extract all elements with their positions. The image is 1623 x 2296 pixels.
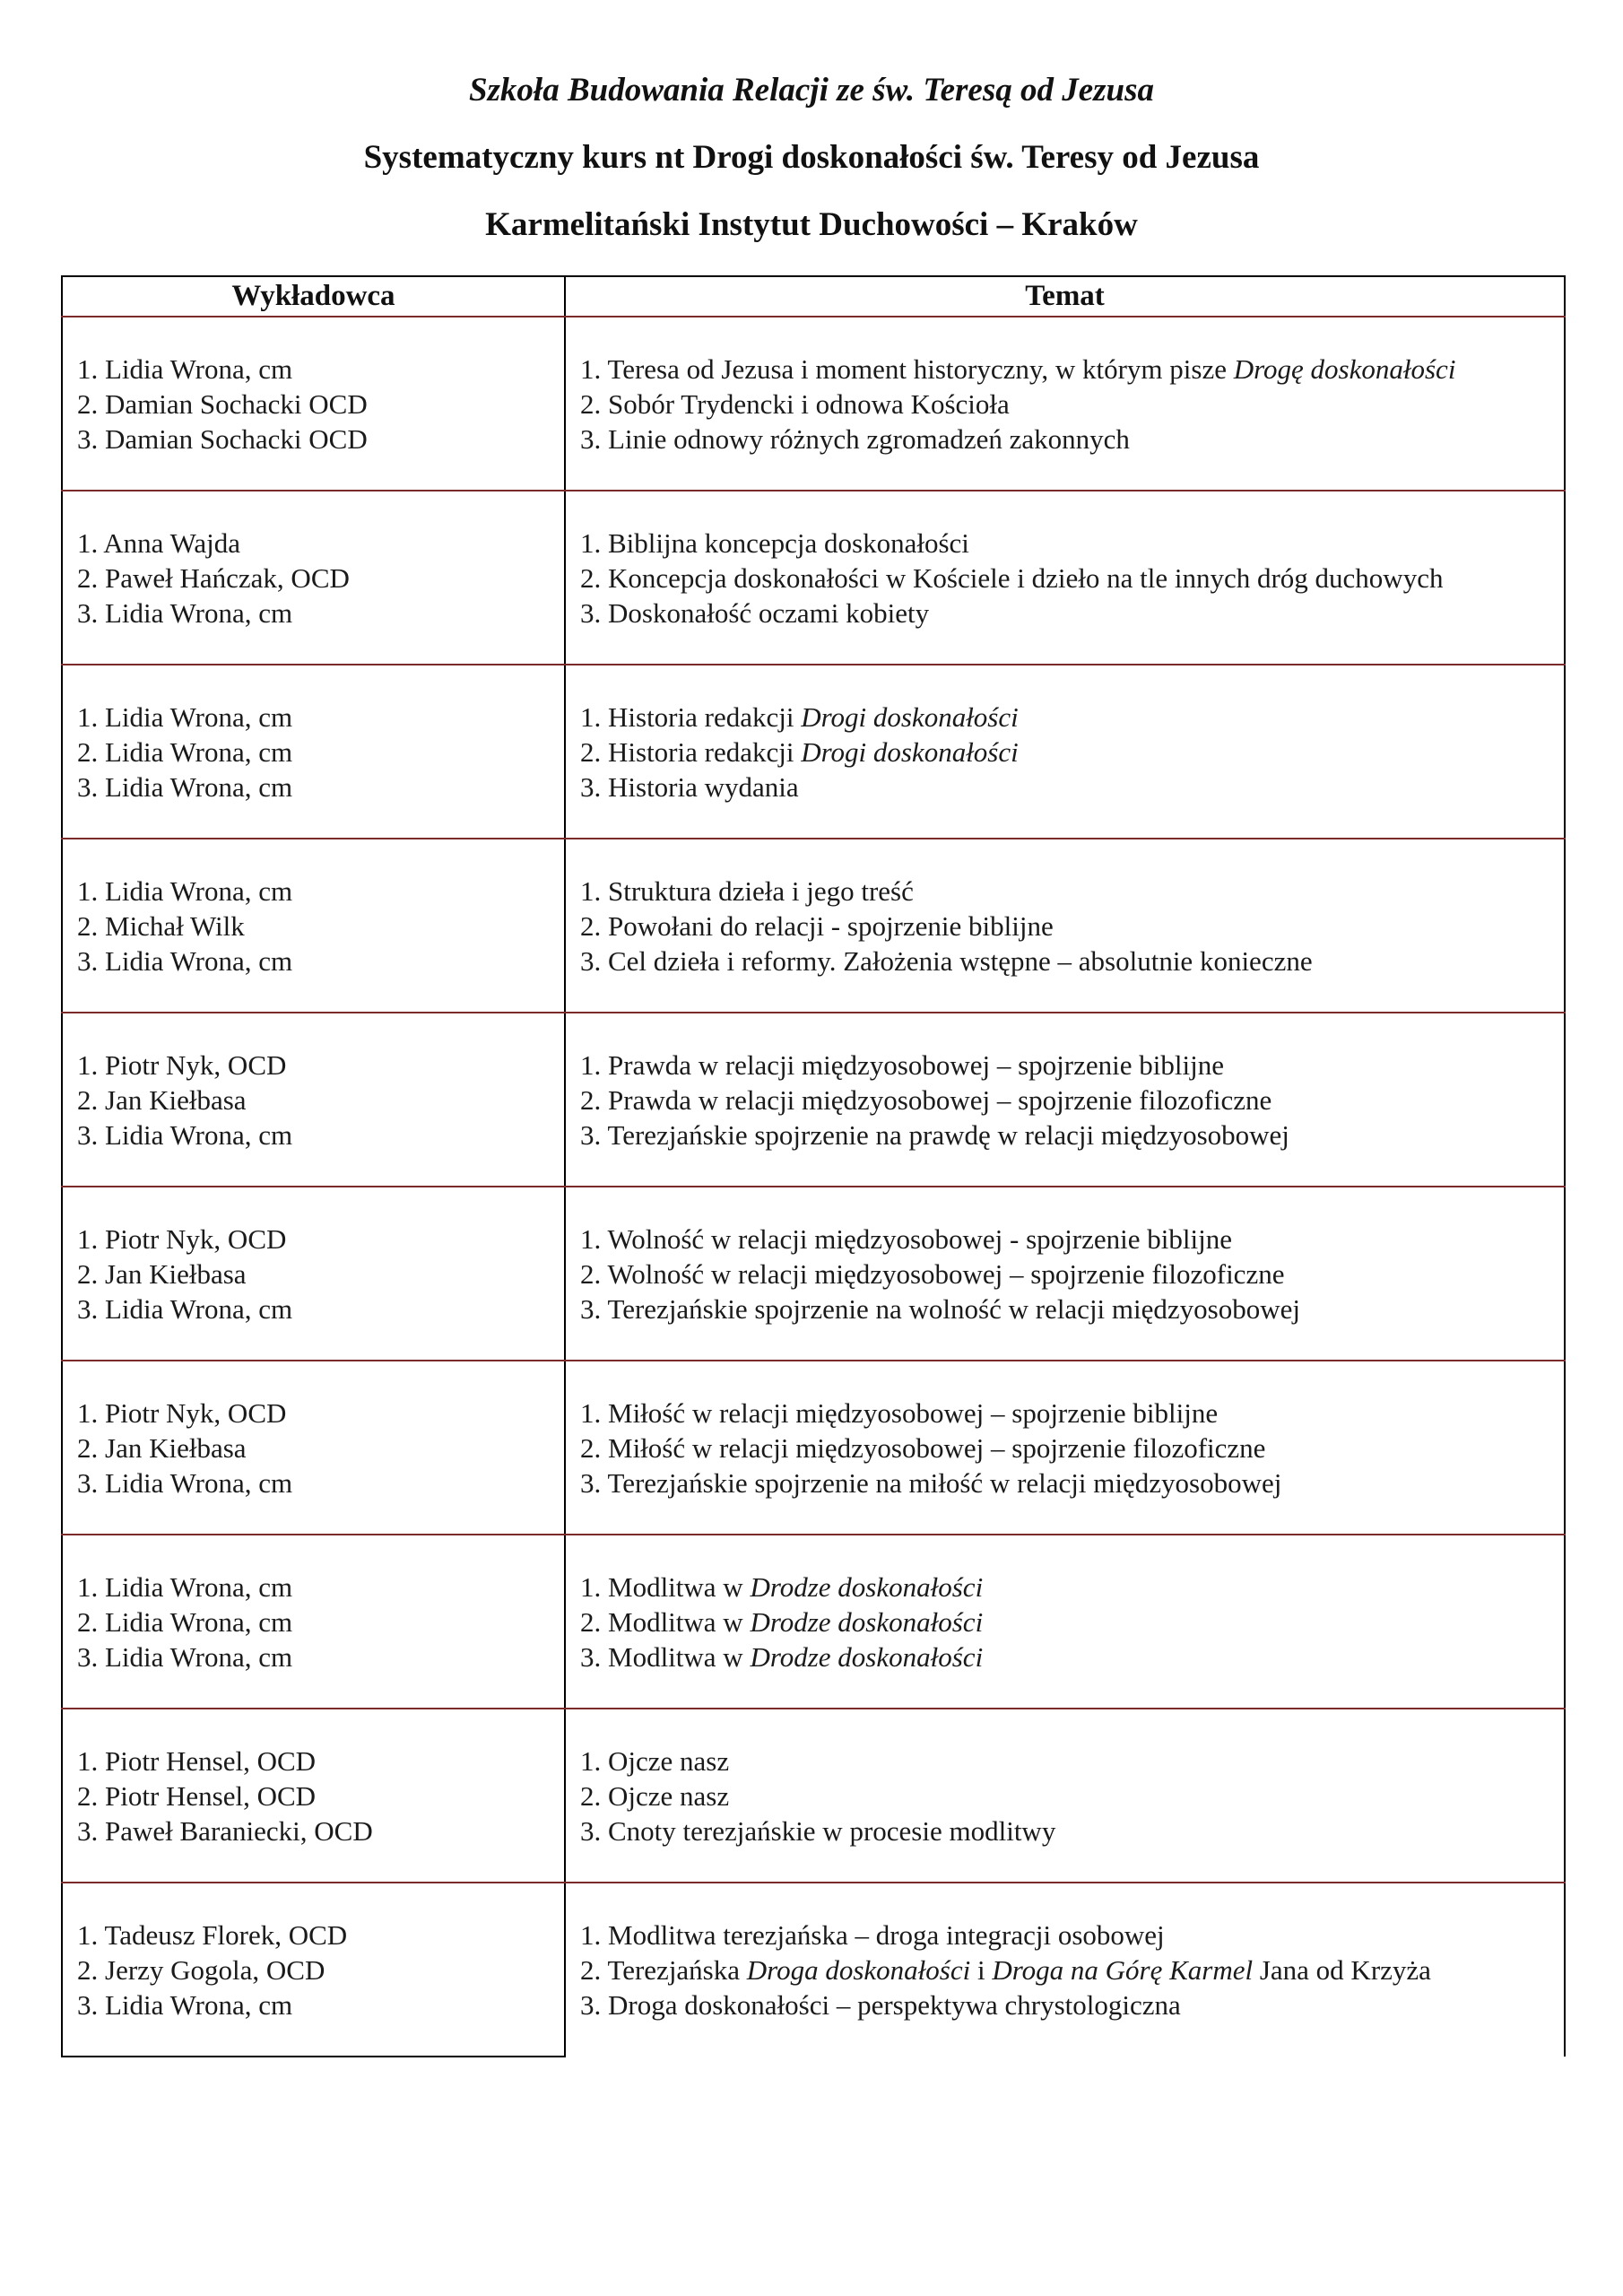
topic-text: 1. Biblijna koncepcja doskonałości [580, 526, 969, 559]
topic-text: 3. Modlitwa w [580, 1640, 751, 1673]
table-row [62, 665, 1565, 839]
table-row [62, 317, 1565, 491]
course-schedule-table [61, 275, 1566, 2057]
lecturer-name: 1. Tadeusz Florek, OCD [77, 1918, 348, 1951]
lecturer-name: 2. Jerzy Gogola, OCD [77, 1953, 325, 1986]
lecturer-cell [62, 665, 565, 839]
topic-cell [565, 317, 1565, 491]
lecturer-name: 3. Lidia Wrona, cm [77, 1466, 293, 1499]
lecturer-cell [62, 1361, 565, 1535]
topic-text: 3. Droga doskonałości – perspektywa chrystologiczna [580, 1989, 1181, 2021]
topic-text: 3. Terezjańskie spojrzenie na miłość w relacji międzyosobowej [580, 1466, 1282, 1499]
topic-cell [565, 1013, 1565, 1187]
lecturer-name: 2. Paweł Hańczak, OCD [77, 561, 350, 594]
lecturer-name: 3. Lidia Wrona, cm [77, 944, 293, 977]
topic-item [580, 387, 1549, 422]
topic-item [580, 1292, 1549, 1326]
topic-title-italic: Drogi doskonałości [801, 735, 1019, 768]
lecturer-name: 1. Piotr Nyk, OCD [77, 1396, 287, 1429]
topic-text: 2. Prawda w relacji międzyosobowej – spojrzenie filozoficzne [580, 1083, 1272, 1116]
lecturer-name: 3. Lidia Wrona, cm [77, 770, 293, 803]
topic-text: 2. Wolność w relacji międzyosobowej – spojrzenie filozoficzne [580, 1257, 1285, 1290]
topic-text: 3. Doskonałość oczami kobiety [580, 596, 930, 629]
topic-item [580, 1465, 1549, 1500]
topic-cell [565, 665, 1565, 839]
topic-item [580, 1083, 1549, 1118]
lecturer-name: 2. Piotr Hensel, OCD [77, 1779, 317, 1812]
topic-title-italic: Droga doskonałości [746, 1954, 971, 1986]
topic-item [580, 700, 1549, 735]
document-subtitle: Systematyczny kurs nt Drogi doskonałości św. Teresy od Jezusa [363, 139, 1260, 176]
topic-text: 3. Cnoty terezjańskie w procesie modlitwy [580, 1814, 1056, 1847]
topic-text: 2. Miłość w relacji międzyosobowej – spojrzenie filozoficzne [580, 1431, 1266, 1464]
lecturer-cell [62, 1013, 565, 1187]
table-row [62, 1709, 1565, 1883]
lecturer-name: 1. Piotr Nyk, OCD [77, 1222, 287, 1255]
lecturer-cell [62, 1709, 565, 1883]
topic-text: 2. Koncepcja doskonałości w Kościele i dzieło na tle innych dróg duchowych [580, 561, 1444, 594]
topic-item [580, 1048, 1549, 1083]
lecturer-name: 1. Piotr Hensel, OCD [77, 1744, 317, 1777]
topic-cell [565, 1187, 1565, 1361]
topic-text: 2. Modlitwa w [580, 1605, 751, 1638]
topic-text: i [970, 1954, 993, 1986]
topic-title-italic: Drodze doskonałości [750, 1605, 984, 1638]
topic-item [580, 1431, 1549, 1465]
lecturer-name: 2. Jan Kiełbasa [77, 1083, 247, 1116]
topic-text: 2. Ojcze nasz [580, 1779, 730, 1812]
lecturer-name: 3. Paweł Baraniecki, OCD [77, 1814, 373, 1847]
topic-item [580, 422, 1549, 457]
lecturer-name: 2. Lidia Wrona, cm [77, 735, 293, 768]
topic-cell [565, 1535, 1565, 1709]
topic-text: 1. Modlitwa w [580, 1570, 751, 1603]
topic-cell [565, 1883, 1565, 2057]
topic-item [580, 1744, 1549, 1779]
lecturer-name: 2. Jan Kiełbasa [77, 1257, 247, 1290]
topic-title-italic: Drogę doskonałości [1233, 352, 1456, 385]
topic-text: 3. Cel dzieła i reformy. Założenia wstępne – absolutnie konieczne [580, 944, 1313, 977]
table-row [62, 839, 1565, 1013]
topic-text: 3. Historia wydania [580, 770, 799, 803]
lecturer-name: 1. Lidia Wrona, cm [77, 874, 293, 907]
lecturer-cell [62, 317, 565, 491]
topic-item [580, 1813, 1549, 1848]
topic-text: 2. Terezjańska [580, 1954, 747, 1986]
table-row [62, 1361, 1565, 1535]
topic-item [580, 1987, 1549, 2022]
lecturer-name: 1. Anna Wajda [77, 526, 241, 559]
institute-name: Karmelitański Instytut Duchowości – Kraków [485, 206, 1138, 243]
table-row [62, 491, 1565, 665]
topic-text: 2. Powołani do relacji - spojrzenie biblijne [580, 909, 1054, 942]
topic-title-italic: Drodze doskonałości [750, 1640, 984, 1673]
topic-item [580, 1118, 1549, 1152]
lecturer-name: 1. Piotr Nyk, OCD [77, 1048, 287, 1081]
table-body [62, 317, 1565, 2057]
topic-title-italic: Droga na Górę Karmel [992, 1954, 1254, 1986]
topic-item [580, 874, 1549, 909]
topic-text: 1. Prawda w relacji międzyosobowej – spojrzenie biblijne [580, 1048, 1224, 1081]
topic-text: 3. Linie odnowy różnych zgromadzeń zakonnych [580, 422, 1130, 455]
topic-item [580, 909, 1549, 944]
column-header-topic: Temat [565, 276, 1565, 317]
lecturer-cell [62, 1535, 565, 1709]
lecturer-name: 3. Lidia Wrona, cm [77, 1988, 293, 2021]
lecturer-cell [62, 1883, 565, 2057]
lecturer-name: 2. Lidia Wrona, cm [77, 1605, 293, 1638]
topic-item [580, 944, 1549, 978]
topic-text: 1. Teresa od Jezusa i moment historyczny, w którym pisze [580, 352, 1234, 385]
lecturer-cell [62, 491, 565, 665]
topic-cell [565, 1361, 1565, 1535]
lecturer-cell [62, 839, 565, 1013]
topic-item [580, 1918, 1549, 1952]
topic-item [580, 1222, 1549, 1257]
table-header-row [62, 276, 1565, 317]
topic-cell [565, 839, 1565, 1013]
topic-item [580, 561, 1549, 596]
topic-item [580, 352, 1549, 387]
table-row [62, 1883, 1565, 2057]
lecturer-name: 1. Lidia Wrona, cm [77, 1570, 293, 1603]
topic-item [580, 1257, 1549, 1292]
topic-item [580, 1779, 1549, 1813]
topic-text: 2. Sobór Trydencki i odnowa Kościoła [580, 387, 1010, 420]
topic-item [580, 1605, 1549, 1639]
lecturer-name: 1. Lidia Wrona, cm [77, 700, 293, 733]
lecturer-name: 2. Michał Wilk [77, 909, 245, 942]
topic-cell [565, 1709, 1565, 1883]
topic-text: 1. Ojcze nasz [580, 1744, 730, 1777]
lecturer-name: 2. Jan Kiełbasa [77, 1431, 247, 1464]
topic-title-italic: Drodze doskonałości [750, 1570, 984, 1603]
document-title: Szkoła Budowania Relacji ze św. Teresą od Jezusa [468, 72, 1155, 109]
topic-text: 1. Miłość w relacji międzyosobowej – spojrzenie biblijne [580, 1396, 1219, 1429]
topic-item [580, 596, 1549, 631]
topic-item [580, 526, 1549, 561]
topic-text: 1. Modlitwa terezjańska – droga integracji osobowej [580, 1919, 1165, 1951]
table-row [62, 1535, 1565, 1709]
topic-item [580, 735, 1549, 770]
lecturer-name: 1. Lidia Wrona, cm [77, 352, 293, 385]
lecturer-cell [62, 1187, 565, 1361]
topic-item [580, 1639, 1549, 1674]
lecturer-name: 3. Lidia Wrona, cm [77, 596, 293, 629]
column-header-lecturer: Wykładowca [62, 276, 565, 317]
lecturer-name: 3. Lidia Wrona, cm [77, 1292, 293, 1325]
table-row [62, 1187, 1565, 1361]
topic-text: 3. Terezjańskie spojrzenie na wolność w relacji międzyosobowej [580, 1292, 1300, 1325]
lecturer-name: 2. Damian Sochacki OCD [77, 387, 368, 420]
topic-item [580, 1570, 1549, 1605]
topic-item [580, 1952, 1549, 1987]
lecturer-name: 3. Lidia Wrona, cm [77, 1118, 293, 1151]
lecturer-name: 3. Lidia Wrona, cm [77, 1640, 293, 1673]
topic-cell [565, 491, 1565, 665]
lecturer-name: 3. Damian Sochacki OCD [77, 422, 368, 455]
topic-item [580, 1396, 1549, 1431]
document-header [0, 74, 1623, 275]
table-row [62, 1013, 1565, 1187]
topic-text: Jana od Krzyża [1253, 1954, 1431, 1986]
topic-text: 3. Terezjańskie spojrzenie na prawdę w relacji międzyosobowej [580, 1118, 1289, 1151]
topic-item [580, 770, 1549, 804]
topic-text: 2. Historia redakcji [580, 735, 802, 768]
topic-text: 1. Wolność w relacji międzyosobowej - spojrzenie biblijne [580, 1222, 1232, 1255]
topic-text: 1. Struktura dzieła i jego treść [580, 874, 914, 907]
topic-text: 1. Historia redakcji [580, 700, 802, 733]
topic-title-italic: Drogi doskonałości [801, 700, 1019, 733]
